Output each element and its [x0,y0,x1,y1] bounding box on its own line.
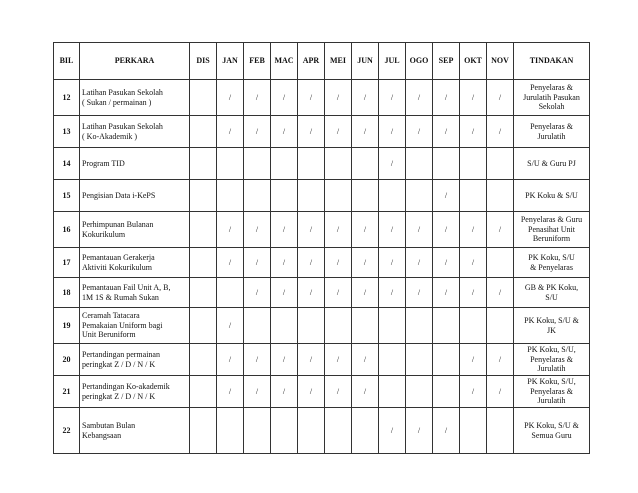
month-mark-cell [325,148,352,180]
month-mark-cell [379,180,406,212]
table-row [54,408,590,454]
month-mark-cell: / [379,212,406,248]
month-mark-cell: / [379,248,406,278]
month-mark-cell [244,148,271,180]
month-mark-cell [433,308,460,344]
month-mark-cell: / [379,116,406,148]
month-mark-cell [460,148,487,180]
header-row [54,43,590,80]
month-mark-cell: / [217,344,244,376]
month-mark-cell: / [352,248,379,278]
month-mark-cell: / [460,376,487,408]
month-mark-cell [352,308,379,344]
month-mark-cell [190,116,217,148]
month-mark-cell: / [325,80,352,116]
month-mark-cell: / [406,212,433,248]
month-mark-cell [487,308,514,344]
row-perkara: Pertandingan Ko-akademik peringkat Z / D / N / K [80,376,190,408]
month-mark-cell: / [244,212,271,248]
month-mark-cell: / [298,80,325,116]
month-mark-cell: / [244,248,271,278]
month-mark-cell [406,308,433,344]
month-mark-cell: / [217,80,244,116]
month-mark-cell [379,344,406,376]
month-mark-cell [271,180,298,212]
month-mark-cell: / [244,80,271,116]
month-mark-cell: / [352,212,379,248]
month-mark-cell [244,180,271,212]
month-mark-cell: / [298,344,325,376]
month-mark-cell [271,408,298,454]
table-row [54,248,590,278]
month-mark-cell: / [217,376,244,408]
month-mark-cell: / [487,212,514,248]
row-perkara: Ceramah Tatacara Pemakaian Uniform bagi Unit Beruniform [80,308,190,344]
month-mark-cell: / [271,116,298,148]
month-mark-cell [217,408,244,454]
row-number: 15 [54,180,80,212]
month-mark-cell [190,148,217,180]
row-perkara: Perhimpunan Bulanan Kokurikulum [80,212,190,248]
row-number: 12 [54,80,80,116]
row-perkara: Pengisian Data i-KePS [80,180,190,212]
month-mark-cell: / [352,278,379,308]
row-number: 18 [54,278,80,308]
header-cell-nov: NOV [487,43,514,80]
month-mark-cell: / [433,116,460,148]
month-mark-cell [325,408,352,454]
month-mark-cell [379,308,406,344]
month-mark-cell [190,248,217,278]
schedule-body [54,80,590,454]
row-tindakan: PK Koku, S/U, Penyelaras & Jurulatih [514,344,590,376]
month-mark-cell [487,148,514,180]
month-mark-cell [406,180,433,212]
month-mark-cell: / [217,248,244,278]
month-mark-cell: / [217,212,244,248]
month-mark-cell [487,180,514,212]
row-tindakan: PK Koku & S/U [514,180,590,212]
schedule-table [53,42,590,454]
row-number: 13 [54,116,80,148]
month-mark-cell: / [433,278,460,308]
month-mark-cell: / [406,80,433,116]
month-mark-cell: / [244,116,271,148]
month-mark-cell [379,376,406,408]
header-cell-jun: JUN [352,43,379,80]
month-mark-cell: / [460,116,487,148]
month-mark-cell [433,148,460,180]
table-row [54,80,590,116]
header-cell-perkara: PERKARA [80,43,190,80]
month-mark-cell [271,308,298,344]
header-cell-mei: MEI [325,43,352,80]
month-mark-cell: / [271,80,298,116]
row-tindakan: PK Koku, S/U & JK [514,308,590,344]
month-mark-cell [217,278,244,308]
row-tindakan: Penyelaras & Jurulatih Pasukan Sekolah [514,80,590,116]
month-mark-cell: / [379,148,406,180]
month-mark-cell: / [433,212,460,248]
table-row [54,376,590,408]
row-tindakan: PK Koku, S/U & Penyelaras [514,248,590,278]
table-row [54,344,590,376]
month-mark-cell [244,408,271,454]
month-mark-cell [190,278,217,308]
row-number: 21 [54,376,80,408]
month-mark-cell [298,148,325,180]
month-mark-cell: / [487,278,514,308]
header-cell-sep: SEP [433,43,460,80]
table-row [54,308,590,344]
header-cell-ogo: OGO [406,43,433,80]
month-mark-cell: / [433,408,460,454]
month-mark-cell: / [271,212,298,248]
header-cell-jan: JAN [217,43,244,80]
month-mark-cell: / [325,116,352,148]
row-perkara: Program TID [80,148,190,180]
month-mark-cell: / [271,248,298,278]
month-mark-cell: / [433,80,460,116]
month-mark-cell [190,344,217,376]
month-mark-cell: / [352,376,379,408]
month-mark-cell: / [298,212,325,248]
month-mark-cell [325,180,352,212]
table-row [54,180,590,212]
row-perkara: Latihan Pasukan Sekolah ( Ko-Akademik ) [80,116,190,148]
month-mark-cell [406,344,433,376]
month-mark-cell [190,376,217,408]
month-mark-cell: / [244,376,271,408]
row-number: 16 [54,212,80,248]
month-mark-cell: / [298,278,325,308]
row-tindakan: PK Koku, S/U & Semua Guru [514,408,590,454]
row-number: 20 [54,344,80,376]
month-mark-cell [244,308,271,344]
month-mark-cell [406,376,433,408]
row-perkara: Sambutan Bulan Kebangsaan [80,408,190,454]
month-mark-cell: / [244,278,271,308]
month-mark-cell [325,308,352,344]
row-tindakan: GB & PK Koku, S/U [514,278,590,308]
month-mark-cell [460,408,487,454]
row-tindakan: PK Koku, S/U, Penyelaras & Jurulatih [514,376,590,408]
header-cell-feb: FEB [244,43,271,80]
month-mark-cell [433,344,460,376]
month-mark-cell [298,308,325,344]
month-mark-cell: / [298,376,325,408]
month-mark-cell: / [325,248,352,278]
month-mark-cell: / [487,376,514,408]
header-cell-dis: DIS [190,43,217,80]
month-mark-cell [217,180,244,212]
table-row [54,212,590,248]
month-mark-cell: / [352,80,379,116]
month-mark-cell: / [487,116,514,148]
month-mark-cell: / [433,248,460,278]
month-mark-cell [298,408,325,454]
table-row [54,148,590,180]
month-mark-cell [406,148,433,180]
month-mark-cell: / [325,376,352,408]
month-mark-cell: / [460,248,487,278]
header-cell-mac: MAC [271,43,298,80]
header-cell-okt: OKT [460,43,487,80]
row-number: 22 [54,408,80,454]
month-mark-cell: / [379,80,406,116]
row-number: 14 [54,148,80,180]
month-mark-cell [190,180,217,212]
header-cell-tindakan: TINDAKAN [514,43,590,80]
row-perkara: Pertandingan permainan peringkat Z / D / N / K [80,344,190,376]
row-tindakan: Penyelaras & Jurulatih [514,116,590,148]
month-mark-cell: / [460,80,487,116]
table-row [54,116,590,148]
month-mark-cell [298,180,325,212]
row-tindakan: Penyelaras & Guru Penasihat Unit Beruniform [514,212,590,248]
row-tindakan: S/U & Guru PJ [514,148,590,180]
month-mark-cell: / [271,344,298,376]
month-mark-cell [487,248,514,278]
month-mark-cell [190,408,217,454]
month-mark-cell: / [298,116,325,148]
month-mark-cell: / [406,248,433,278]
month-mark-cell [190,212,217,248]
month-mark-cell [271,148,298,180]
header-cell-bil: BIL [54,43,80,80]
month-mark-cell: / [406,116,433,148]
month-mark-cell [217,148,244,180]
month-mark-cell: / [487,80,514,116]
month-mark-cell [190,80,217,116]
month-mark-cell: / [298,248,325,278]
month-mark-cell: / [325,212,352,248]
month-mark-cell: / [271,278,298,308]
row-number: 19 [54,308,80,344]
table-row [54,278,590,308]
month-mark-cell: / [433,180,460,212]
month-mark-cell: / [271,376,298,408]
month-mark-cell: / [460,278,487,308]
month-mark-cell [352,148,379,180]
row-number: 17 [54,248,80,278]
month-mark-cell: / [460,344,487,376]
month-mark-cell: / [460,212,487,248]
header-cell-jul: JUL [379,43,406,80]
month-mark-cell [352,180,379,212]
month-mark-cell: / [217,116,244,148]
month-mark-cell: / [406,408,433,454]
month-mark-cell [433,376,460,408]
row-perkara: Latihan Pasukan Sekolah ( Sukan / permainan ) [80,80,190,116]
month-mark-cell: / [325,278,352,308]
month-mark-cell [352,408,379,454]
month-mark-cell: / [244,344,271,376]
row-perkara: Pemantauan Gerakerja Aktiviti Kokurikulum [80,248,190,278]
row-perkara: Pemantauan Fail Unit A, B, 1M 1S & Rumah Sukan [80,278,190,308]
month-mark-cell: / [352,344,379,376]
month-mark-cell [487,408,514,454]
month-mark-cell: / [325,344,352,376]
month-mark-cell: / [352,116,379,148]
month-mark-cell [460,180,487,212]
month-mark-cell: / [487,344,514,376]
month-mark-cell: / [379,278,406,308]
month-mark-cell: / [379,408,406,454]
month-mark-cell [190,308,217,344]
month-mark-cell: / [217,308,244,344]
month-mark-cell: / [406,278,433,308]
header-cell-apr: APR [298,43,325,80]
month-mark-cell [460,308,487,344]
